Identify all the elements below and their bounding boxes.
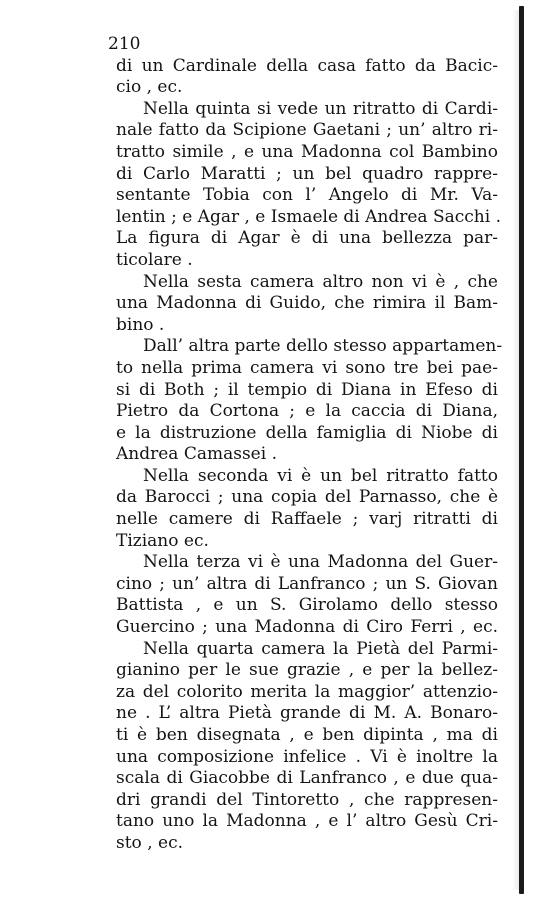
text-line: dri grandi del Tintoretto , che rappresen- — [116, 789, 498, 810]
text-line: to nella prima camera vi sono tre bei pae- — [116, 357, 498, 378]
text-line: Nella quarta camera la Pietà del Parmi- — [143, 638, 498, 659]
text-line: La figura di Agar è di una bellezza par- — [116, 228, 498, 249]
text-line: gianino per le sue grazie , e per la bellez- — [116, 660, 498, 681]
text-line: ticolare . — [116, 249, 193, 270]
text-line: Dall’ altra parte dello stesso appartamen- — [143, 336, 503, 357]
text-line: Nella sesta camera altro non vi è , che — [143, 271, 498, 292]
text-line: nelle camere di Raffaele ; varj ritratti di — [116, 509, 498, 530]
text-line: cio , ec. — [116, 77, 183, 98]
text-line: Tiziano ec. — [116, 530, 209, 551]
page-number: 210 — [108, 34, 141, 54]
text-line: e la distruzione della famiglia di Niobe di — [116, 422, 498, 443]
text-line: tano uno la Madonna , e l’ altro Gesù Cri- — [116, 811, 498, 832]
text-line: sentante Tobia con l’ Angelo di Mr. Va- — [116, 185, 498, 206]
text-line: di Carlo Maratti ; un bel quadro rappre- — [116, 163, 498, 184]
text-line: sto , ec. — [116, 832, 183, 853]
text-line: cino ; un’ altra di Lanfranco ; un S. Giovan — [116, 573, 498, 594]
page-gutter-shadow — [512, 10, 519, 890]
text-line: Nella seconda vi è un bel ritratto fatto — [143, 465, 498, 486]
text-line: Pietro da Cortona ; e la caccia di Diana, — [116, 401, 498, 422]
text-line: una Madonna di Guido, che rimira il Bam- — [116, 293, 498, 314]
text-line: za del colorito merita la maggior’ attenzio- — [116, 681, 498, 702]
text-line: Nella quinta si vede un ritratto di Cardi- — [143, 98, 498, 119]
book-spine-edge — [519, 6, 524, 894]
text-line: Guercino ; una Madonna di Ciro Ferri , ec. — [116, 617, 498, 638]
text-line: tratto simile , e una Madonna col Bambino — [116, 141, 498, 162]
text-line: scala di Giacobbe di Lanfranco , e due qua- — [116, 768, 498, 789]
text-line: ti è ben disegnata , e ben dipinta , ma di — [116, 725, 498, 745]
text-line: ne . L’ altra Pietà grande di M. A. Bonaro- — [116, 703, 498, 724]
text-line: Nella terza vi è una Madonna del Guer- — [143, 552, 498, 573]
text-line — [108, 34, 498, 76]
text-line-content: di un Cardinale della casa fatto da Bacic- — [116, 55, 498, 76]
text-line: lentin ; e Agar , e Ismaele di Andrea Sacchi . — [116, 206, 501, 227]
text-line: da Barocci ; una copia del Parnasso, che è — [116, 487, 498, 508]
text-line: nale fatto da Scipione Gaetani ; un’ altro ri- — [116, 120, 498, 141]
text-line: Battista , e un S. Girolamo dello stesso — [116, 595, 498, 616]
text-line: una composizione infelice . Vi è inoltre la — [116, 746, 498, 767]
text-line: bino . — [116, 314, 165, 335]
text-line: si di Both ; il tempio di Diana in Efeso di — [116, 379, 498, 400]
text-line: Andrea Camassei . — [116, 444, 277, 465]
page-text — [108, 34, 503, 855]
